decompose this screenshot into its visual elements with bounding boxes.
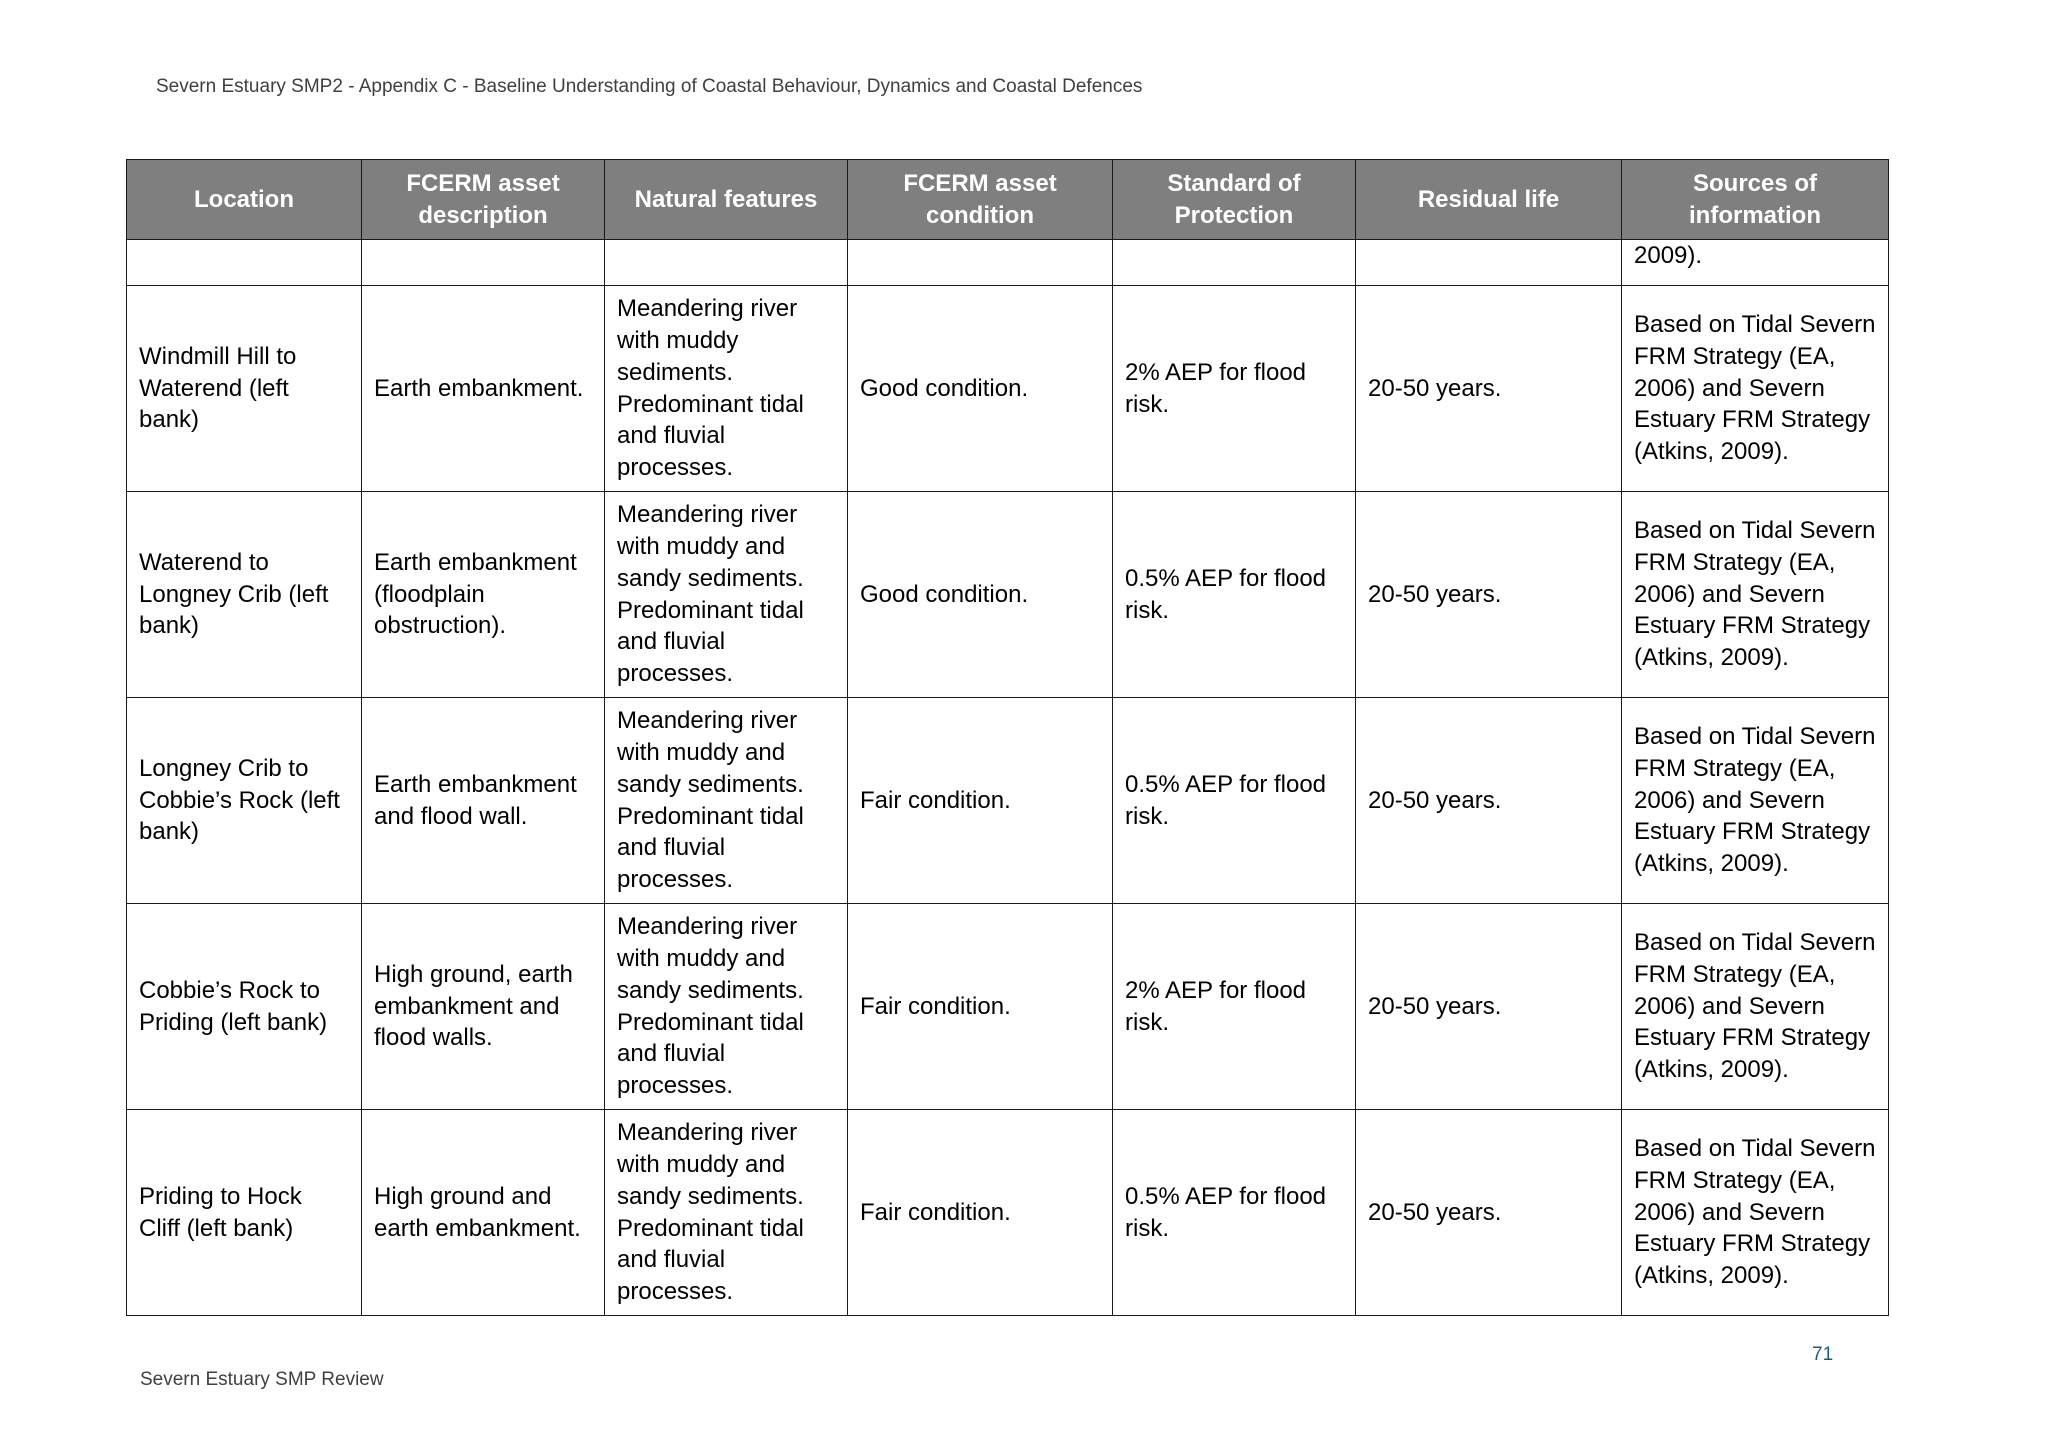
cell-location: Waterend to Longney Crib (left bank) [127,492,362,698]
table-cell: 2009). [1622,240,1889,286]
cell-asset-description: Earth embankment. [362,286,605,492]
table-row [127,904,1889,1110]
table-row [127,492,1889,698]
cell-asset-description: High ground, earth embankment and flood walls. [362,904,605,1110]
page-header: Severn Estuary SMP2 - Appendix C - Baseline Understanding of Coastal Behaviour, Dynamics and Coastal Defences [156,76,1143,97]
table-cell [848,240,1113,286]
cell-residual-life: 20-50 years. [1356,492,1622,698]
column-header-residual-life: Residual life [1356,160,1622,240]
table-cell [127,240,362,286]
cell-asset-condition: Good condition. [848,286,1113,492]
cell-residual-life: 20-50 years. [1356,286,1622,492]
cell-asset-description: High ground and earth embankment. [362,1110,605,1316]
cell-residual-life: 20-50 years. [1356,904,1622,1110]
table-cell [1356,240,1622,286]
cell-sources: Based on Tidal Severn FRM Strategy (EA, 2006) and Severn Estuary FRM Strategy (Atkins, 2009). [1622,286,1889,492]
table-cell [605,240,848,286]
table-row [127,286,1889,492]
cell-asset-description: Earth embankment and flood wall. [362,698,605,904]
table-row [127,1110,1889,1316]
page-number: 71 [1812,1344,1834,1365]
cell-standard-of-protection: 2% AEP for flood risk. [1113,904,1356,1110]
cell-sources: Based on Tidal Severn FRM Strategy (EA, 2006) and Severn Estuary FRM Strategy (Atkins, 2009). [1622,698,1889,904]
cell-location: Priding to Hock Cliff (left bank) [127,1110,362,1316]
fcerm-asset-table [126,159,1889,1316]
column-header-sources: Sources of information [1622,160,1889,240]
cell-sources: Based on Tidal Severn FRM Strategy (EA, 2006) and Severn Estuary FRM Strategy (Atkins, 2009). [1622,1110,1889,1316]
column-header-asset-condition: FCERM asset condition [848,160,1113,240]
cell-natural-features: Meandering river with muddy and sandy sediments. Predominant tidal and fluvial processes. [605,492,848,698]
cell-standard-of-protection: 0.5% AEP for flood risk. [1113,698,1356,904]
cell-location: Cobbie’s Rock to Priding (left bank) [127,904,362,1110]
cell-natural-features: Meandering river with muddy sediments. Predominant tidal and fluvial processes. [605,286,848,492]
cell-natural-features: Meandering river with muddy and sandy sediments. Predominant tidal and fluvial processes. [605,904,848,1110]
cell-asset-condition: Fair condition. [848,698,1113,904]
cell-standard-of-protection: 0.5% AEP for flood risk. [1113,1110,1356,1316]
cell-asset-description: Earth embankment (floodplain obstruction). [362,492,605,698]
column-header-natural-features: Natural features [605,160,848,240]
cell-natural-features: Meandering river with muddy and sandy sediments. Predominant tidal and fluvial processes. [605,698,848,904]
cell-asset-condition: Fair condition. [848,904,1113,1110]
table-continuation-row [127,240,1889,286]
table-row [127,698,1889,904]
cell-location: Windmill Hill to Waterend (left bank) [127,286,362,492]
table-cell [362,240,605,286]
cell-sources: Based on Tidal Severn FRM Strategy (EA, 2006) and Severn Estuary FRM Strategy (Atkins, 2009). [1622,492,1889,698]
cell-sources: Based on Tidal Severn FRM Strategy (EA, 2006) and Severn Estuary FRM Strategy (Atkins, 2009). [1622,904,1889,1110]
cell-asset-condition: Good condition. [848,492,1113,698]
table-cell [1113,240,1356,286]
column-header-standard-of-protection: Standard of Protection [1113,160,1356,240]
footer-text: Severn Estuary SMP Review [140,1369,384,1390]
cell-natural-features: Meandering river with muddy and sandy sediments. Predominant tidal and fluvial processes. [605,1110,848,1316]
column-header-asset-description: FCERM asset description [362,160,605,240]
cell-location: Longney Crib to Cobbie’s Rock (left bank) [127,698,362,904]
cell-asset-condition: Fair condition. [848,1110,1113,1316]
table-header-row [127,160,1889,240]
cell-residual-life: 20-50 years. [1356,698,1622,904]
cell-standard-of-protection: 2% AEP for flood risk. [1113,286,1356,492]
cell-residual-life: 20-50 years. [1356,1110,1622,1316]
column-header-location: Location [127,160,362,240]
cell-standard-of-protection: 0.5% AEP for flood risk. [1113,492,1356,698]
